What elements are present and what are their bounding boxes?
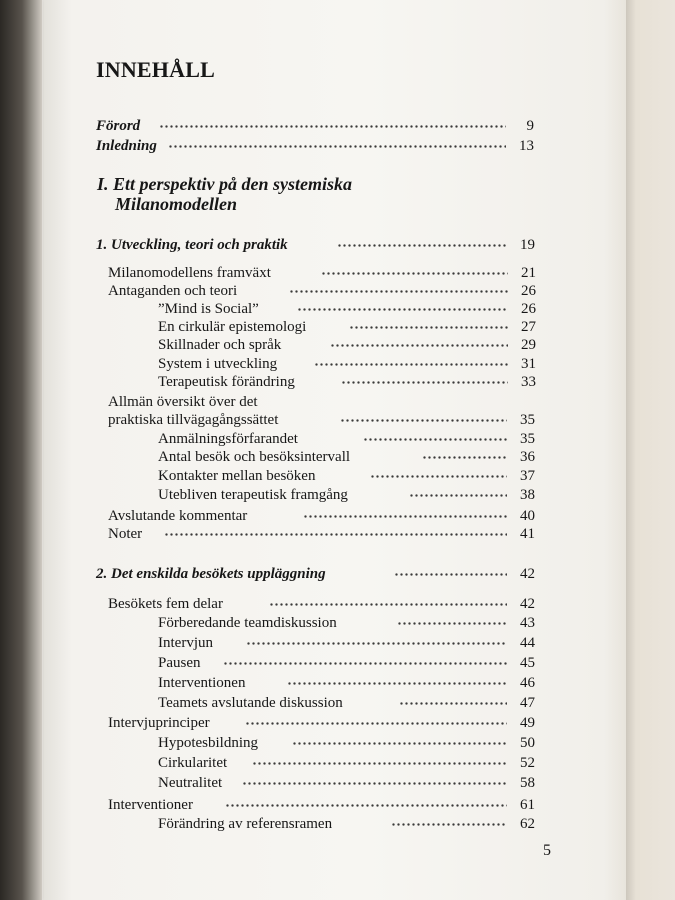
dot-leader	[399, 700, 507, 707]
dot-leader	[397, 620, 507, 627]
toc-page-number: 61	[520, 797, 535, 813]
toc-page-number: 42	[520, 596, 535, 612]
dot-leader	[363, 436, 507, 443]
toc-entry	[44, 355, 564, 375]
toc-label: Inledning	[96, 138, 157, 154]
dot-leader	[168, 143, 506, 150]
toc-entry	[44, 634, 564, 654]
toc-entry	[44, 714, 564, 734]
dot-leader	[292, 740, 507, 747]
toc-page-number: 47	[520, 695, 535, 711]
toc-label: Neutralitet	[158, 775, 223, 791]
toc-entry	[44, 525, 564, 545]
toc-entry	[44, 318, 564, 338]
dot-leader	[225, 802, 507, 809]
toc-entry	[44, 694, 564, 714]
toc-entry	[44, 448, 564, 468]
dot-leader	[159, 123, 506, 130]
dot-leader	[394, 571, 507, 578]
right-background-edge	[626, 0, 675, 900]
toc-label: Avslutande kommentar	[108, 508, 248, 524]
toc-label: Intervjuprinciper	[108, 715, 210, 731]
dot-leader	[164, 531, 507, 538]
toc-page-number: 21	[521, 265, 536, 281]
toc-label: Noter	[108, 526, 143, 542]
toc-entry	[44, 393, 564, 413]
dot-leader	[269, 601, 507, 608]
dot-leader	[321, 270, 508, 277]
toc-page-number: 40	[520, 508, 535, 524]
toc-entry-inledning	[44, 137, 564, 157]
dot-leader	[252, 760, 507, 767]
page-number: 5	[543, 842, 551, 859]
toc-label: Intervjun	[158, 635, 213, 651]
left-page-edge	[0, 0, 42, 900]
part-title-line-one: I. Ett perspektiv på den systemiska	[97, 174, 352, 194]
toc-label: praktiska tillvägagångssättet	[108, 412, 279, 428]
toc-label: Interventioner	[108, 797, 193, 813]
toc-label: Teamets avslutande diskussion	[158, 695, 343, 711]
toc-page-number: 52	[520, 755, 535, 771]
dot-leader	[340, 417, 507, 424]
chapter-page-number: 19	[520, 237, 535, 253]
toc-label: Antal besök och besöksintervall	[158, 449, 351, 465]
toc-page-number: 9	[526, 118, 534, 134]
dot-leader	[223, 660, 507, 667]
toc-page-number: 35	[520, 431, 535, 447]
toc-entry	[44, 430, 564, 450]
toc-label: Pausen	[158, 655, 201, 671]
toc-page-number: 43	[520, 615, 535, 631]
toc-entry	[44, 467, 564, 487]
toc-page-number: 26	[521, 283, 536, 299]
dot-leader	[337, 242, 507, 249]
toc-label: ”Mind is Social”	[158, 301, 259, 317]
toc-page-number: 44	[520, 635, 535, 651]
table-of-contents-page	[44, 0, 626, 900]
toc-entry	[44, 282, 564, 302]
dot-leader	[391, 821, 507, 828]
toc-page-number: 49	[520, 715, 535, 731]
toc-page-number: 33	[521, 374, 536, 390]
dot-leader	[303, 513, 507, 520]
toc-page-number: 36	[520, 449, 535, 465]
toc-page-number: 27	[521, 319, 536, 335]
toc-page-number: 13	[519, 138, 534, 154]
toc-page-number: 46	[520, 675, 535, 691]
toc-page-number: 45	[520, 655, 535, 671]
toc-label: Allmän översikt över det	[108, 394, 258, 410]
dot-leader	[314, 361, 508, 368]
part-title-line-two: Milanomodellen	[115, 194, 238, 214]
dot-leader	[289, 288, 508, 295]
toc-page-number: 35	[520, 412, 535, 428]
toc-label: Utebliven terapeutisk framgång	[158, 487, 348, 503]
toc-entry	[44, 654, 564, 674]
chapter-two-entry	[44, 565, 564, 585]
dot-leader	[409, 492, 507, 499]
chapter-title: 1. Utveckling, teori och praktik	[96, 237, 288, 253]
toc-page-number: 62	[520, 816, 535, 832]
toc-entry	[44, 796, 564, 816]
toc-entry	[44, 734, 564, 754]
toc-entry	[44, 674, 564, 694]
toc-label: Kontakter mellan besöken	[158, 468, 316, 484]
toc-entry	[44, 486, 564, 506]
toc-entry	[44, 300, 564, 320]
chapter-page-number: 42	[520, 566, 535, 582]
toc-label: Hypotesbildning	[158, 735, 258, 751]
toc-label: Anmälningsförfarandet	[158, 431, 298, 447]
dot-leader	[330, 342, 508, 349]
toc-page-number: 58	[520, 775, 535, 791]
toc-page-number: 41	[520, 526, 535, 542]
dot-leader	[242, 780, 507, 787]
dot-leader	[245, 720, 507, 727]
toc-page-number: 37	[520, 468, 535, 484]
toc-label: Förord	[96, 118, 141, 134]
toc-entry	[44, 754, 564, 774]
toc-entry	[44, 336, 564, 356]
toc-page-number: 29	[521, 337, 536, 353]
toc-label: Antaganden och teori	[108, 283, 238, 299]
dot-leader	[341, 379, 508, 386]
dot-leader	[246, 640, 507, 647]
chapter-one-entry	[44, 236, 564, 256]
toc-label: Skillnader och språk	[158, 337, 282, 353]
toc-label: Cirkularitet	[158, 755, 228, 771]
toc-label: Förberedande teamdiskussion	[158, 615, 337, 631]
dot-leader	[422, 454, 507, 461]
toc-page-number: 38	[520, 487, 535, 503]
toc-label: Interventionen	[158, 675, 246, 691]
toc-entry	[44, 507, 564, 527]
toc-entry	[44, 774, 564, 794]
dot-leader	[297, 306, 508, 313]
toc-label: Milanomodellens framväxt	[108, 265, 271, 281]
toc-heading: INNEHÅLL	[96, 57, 215, 82]
toc-entry	[44, 411, 564, 431]
toc-entry	[44, 264, 564, 284]
toc-entry	[44, 373, 564, 393]
toc-label: En cirkulär epistemologi	[158, 319, 307, 335]
toc-label: System i utveckling	[158, 356, 278, 372]
toc-label: Terapeutisk förändring	[158, 374, 295, 390]
dot-leader	[287, 680, 507, 687]
toc-page-number: 26	[521, 301, 536, 317]
dot-leader	[370, 473, 507, 480]
toc-entry-forord	[44, 117, 564, 137]
toc-entry	[44, 815, 564, 835]
toc-page-number: 31	[521, 356, 536, 372]
toc-label: Förändring av referensramen	[158, 816, 333, 832]
toc-entry	[44, 614, 564, 634]
toc-entry	[44, 595, 564, 615]
dot-leader	[349, 324, 508, 331]
toc-page-number: 50	[520, 735, 535, 751]
toc-label: Besökets fem delar	[108, 596, 223, 612]
chapter-title: 2. Det enskilda besökets uppläggning	[96, 566, 326, 582]
